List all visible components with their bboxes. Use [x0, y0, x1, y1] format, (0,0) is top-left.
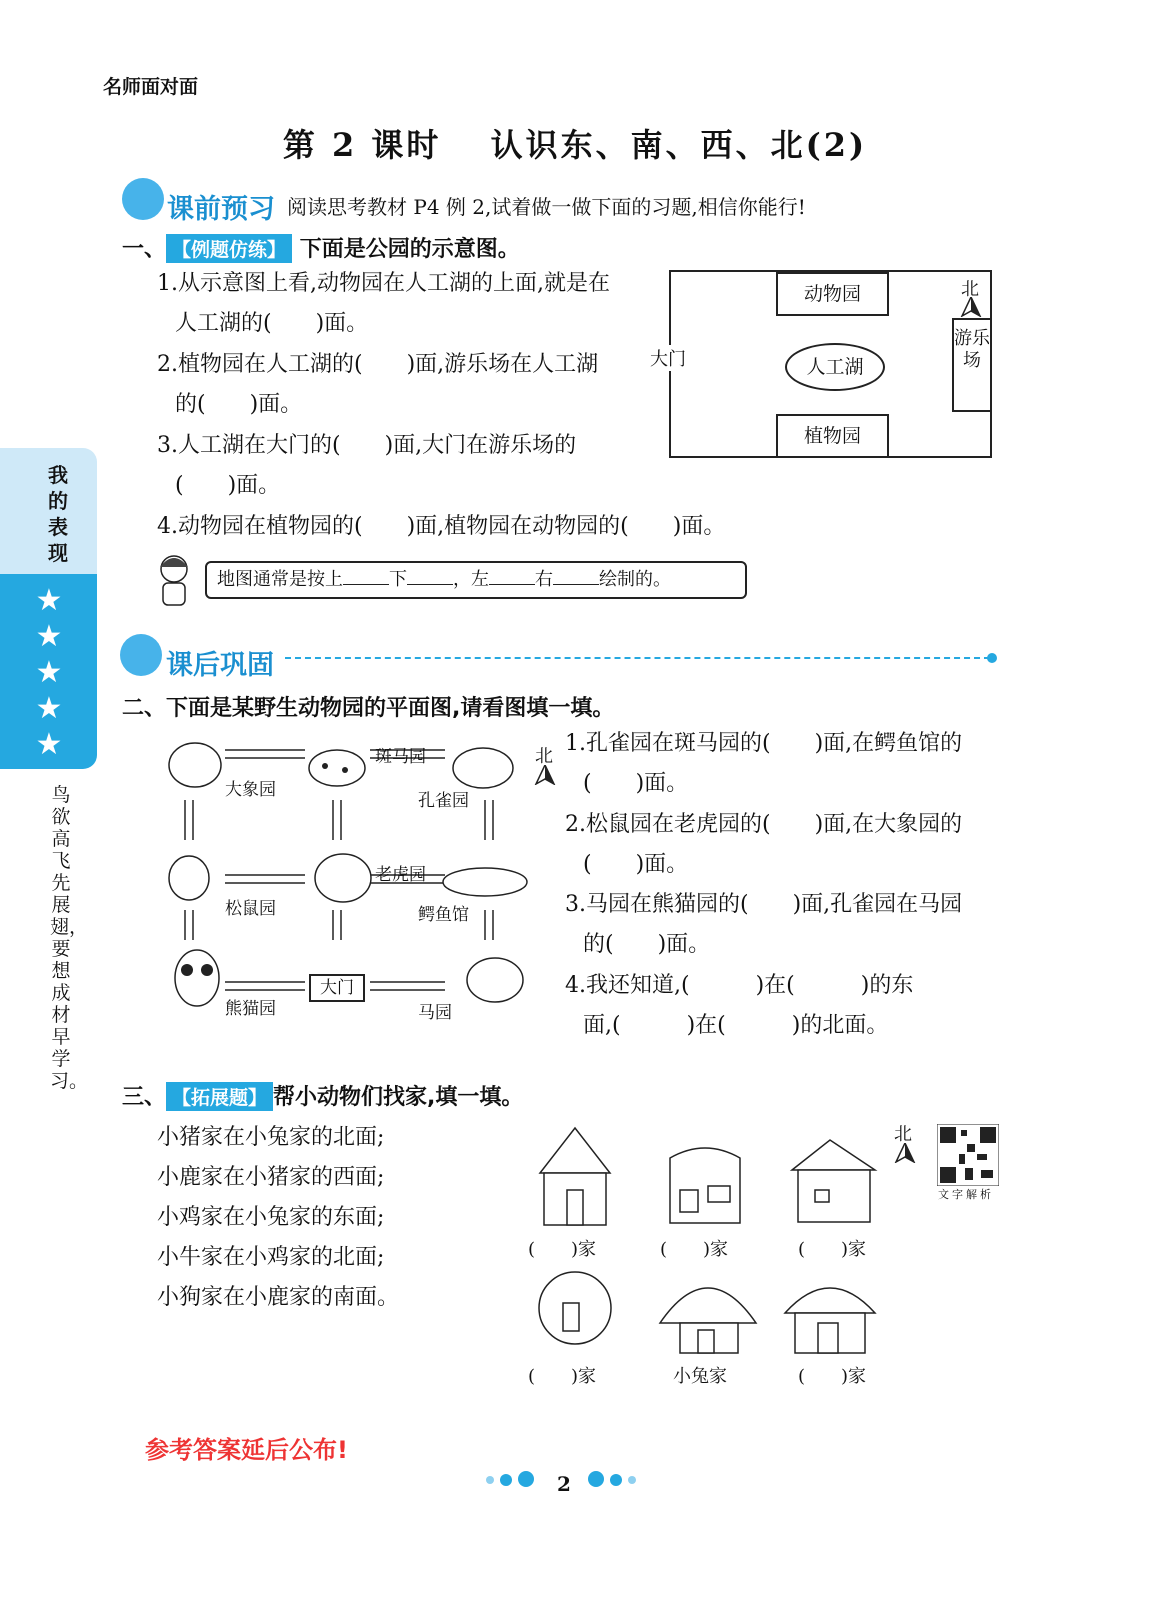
mascot-icon — [122, 178, 164, 220]
item-line: ( )面。 — [583, 771, 689, 796]
horse-icon — [467, 958, 523, 1002]
map-botanic: 植物园 — [776, 414, 889, 458]
item-line: 3.马园在熊猫园的( )面,孔雀园在马园 — [565, 892, 963, 917]
map-gate: 大门 — [648, 345, 688, 371]
tiger-icon — [315, 854, 371, 902]
section-divider — [285, 657, 990, 659]
tip-text: 右 — [535, 569, 553, 590]
star-icon[interactable]: ★ — [35, 727, 63, 762]
item-line: 的( )面。 — [175, 392, 303, 417]
q2-item-1 — [565, 730, 962, 798]
mascot-icon — [120, 634, 162, 676]
question-text: 帮小动物们找家,填一填。 — [273, 1085, 524, 1110]
label-gate: 大门 — [309, 974, 365, 1002]
q2-item-3 — [565, 891, 962, 959]
star-icon[interactable]: ★ — [35, 619, 63, 654]
extension-tag: 【拓展题】 — [166, 1082, 273, 1111]
clue-item: 小猪家在小兔家的北面; — [157, 1125, 385, 1150]
clue-item: 小鹿家在小猪家的西面; — [157, 1165, 385, 1190]
label-peacock: 孔雀园 — [418, 791, 469, 811]
tip-text: 绘制的。 — [599, 569, 671, 590]
lesson-title: 第 2 课时 认识东、南、西、北(2) — [282, 126, 868, 164]
house-label-6: ( )家 — [798, 1366, 867, 1387]
houses-north-label: 北 — [894, 1124, 912, 1145]
divider-dot — [987, 653, 997, 663]
question-text: 下面是公园的示意图。 — [299, 237, 520, 262]
star-rating — [0, 574, 97, 769]
map-lake: 人工湖 — [785, 343, 885, 391]
preview-intro: 阅读思考教材 P4 例 2,试着做一做下面的习题,相信你能行! — [287, 195, 806, 219]
item-line: ( )面。 — [175, 473, 281, 498]
qr-code-icon[interactable] — [937, 1124, 999, 1186]
north-arrow-icon — [960, 297, 982, 317]
tip-blank[interactable] — [407, 584, 453, 585]
item-line: 3.人工湖在大门的( )面,大门在游乐场的 — [157, 433, 577, 458]
page-dot — [500, 1474, 512, 1486]
page-dot — [610, 1474, 622, 1486]
tip-text: 地图通常是按上 — [217, 569, 343, 590]
boy-icon — [152, 553, 198, 609]
item-line: 1.从示意图上看,动物园在人工湖的上面,就是在 — [157, 271, 610, 296]
q2-item-4 — [565, 972, 913, 1040]
q1-item-1 — [157, 270, 610, 338]
question-3-heading — [122, 1080, 523, 1111]
q1-item-4 — [157, 513, 725, 541]
label-crocodile: 鳄鱼馆 — [418, 905, 469, 925]
example-tag: 【例题仿练】 — [166, 234, 292, 263]
question-2-heading: 二、下面是某野生动物园的平面图,请看图填一填。 — [122, 696, 615, 721]
crocodile-icon — [443, 868, 527, 896]
clue-item: 小狗家在小鹿家的南面。 — [157, 1285, 400, 1310]
item-line: 4.动物园在植物园的( )面,植物园在动物园的( )面。 — [157, 514, 726, 539]
q1-item-2 — [157, 351, 598, 419]
star-icon[interactable]: ★ — [35, 691, 63, 726]
tip-blank[interactable] — [343, 584, 389, 585]
north-arrow-icon — [534, 765, 556, 785]
house-label-4: ( )家 — [528, 1366, 597, 1387]
map-north-label: 北 — [961, 279, 979, 300]
tip-blank[interactable] — [553, 584, 599, 585]
tip-text: 下 — [389, 569, 407, 590]
north-arrow-icon — [894, 1143, 916, 1163]
page-number: 2 — [557, 1472, 571, 1496]
page-dot — [628, 1476, 636, 1484]
label-elephant: 大象园 — [225, 780, 276, 800]
question-1-heading — [122, 232, 520, 263]
label-squirrel: 松鼠园 — [225, 899, 276, 919]
map-zoo: 动物园 — [776, 272, 889, 316]
item-line: 1.孔雀园在斑马园的( )面,在鳄鱼馆的 — [565, 731, 963, 756]
peacock-icon — [453, 748, 513, 788]
q2-item-2 — [565, 811, 962, 879]
item-line: 2.植物园在人工湖的( )面,游乐场在人工湖 — [157, 352, 599, 377]
item-line: 面,( )在( )的北面。 — [583, 1013, 889, 1038]
question-number: 三、 — [122, 1085, 167, 1110]
house-label-5: 小兔家 — [673, 1366, 727, 1387]
book-brand: 名师面对面 — [103, 76, 199, 98]
performance-label: 我的表现 — [48, 463, 68, 565]
page-dot — [518, 1471, 534, 1487]
side-motto: 鸟欲高飞先展翅，要想成材早学习。 — [50, 784, 89, 1092]
label-panda: 熊猫园 — [225, 999, 276, 1019]
tip-blank[interactable] — [489, 584, 535, 585]
wildlife-north-label: 北 — [535, 746, 553, 767]
label-horse: 马园 — [418, 1003, 452, 1023]
star-icon[interactable]: ★ — [35, 655, 63, 690]
answer-note: 参考答案延后公布! — [145, 1436, 348, 1464]
item-line: ( )面。 — [583, 852, 689, 877]
clue-list — [157, 1118, 399, 1318]
clue-item: 小牛家在小鸡家的北面; — [157, 1245, 385, 1270]
tip-text: ，左 — [453, 569, 489, 590]
elephant-icon — [169, 743, 221, 787]
page-dot — [486, 1476, 494, 1484]
map-playground: 游乐场 — [952, 318, 992, 412]
zebra-icon — [309, 750, 365, 786]
label-tiger: 老虎园 — [375, 865, 426, 885]
star-icon[interactable]: ★ — [35, 583, 63, 618]
page-dot — [588, 1471, 604, 1487]
section-heading-consolidate: 课后巩固 — [166, 650, 274, 681]
label-zebra: 斑马园 — [375, 747, 426, 767]
item-line: 4.我还知道,( )在( )的东 — [565, 973, 914, 998]
question-number: 一、 — [122, 237, 167, 262]
section-heading-preview: 课前预习 — [167, 194, 275, 225]
house-label-2: ( )家 — [660, 1239, 729, 1260]
squirrel-icon — [169, 856, 209, 900]
house-label-1: ( )家 — [528, 1239, 597, 1260]
item-line: 的( )面。 — [583, 932, 711, 957]
item-line: 人工湖的( )面。 — [175, 311, 369, 336]
house-label-3: ( )家 — [798, 1239, 867, 1260]
q1-item-3 — [157, 432, 576, 500]
qr-caption: 文字解析 — [938, 1188, 994, 1201]
item-line: 2.松鼠园在老虎园的( )面,在大象园的 — [565, 812, 963, 837]
clue-item: 小鸡家在小兔家的东面; — [157, 1205, 385, 1230]
panda-icon — [175, 950, 219, 1006]
tip-bubble — [205, 561, 747, 599]
